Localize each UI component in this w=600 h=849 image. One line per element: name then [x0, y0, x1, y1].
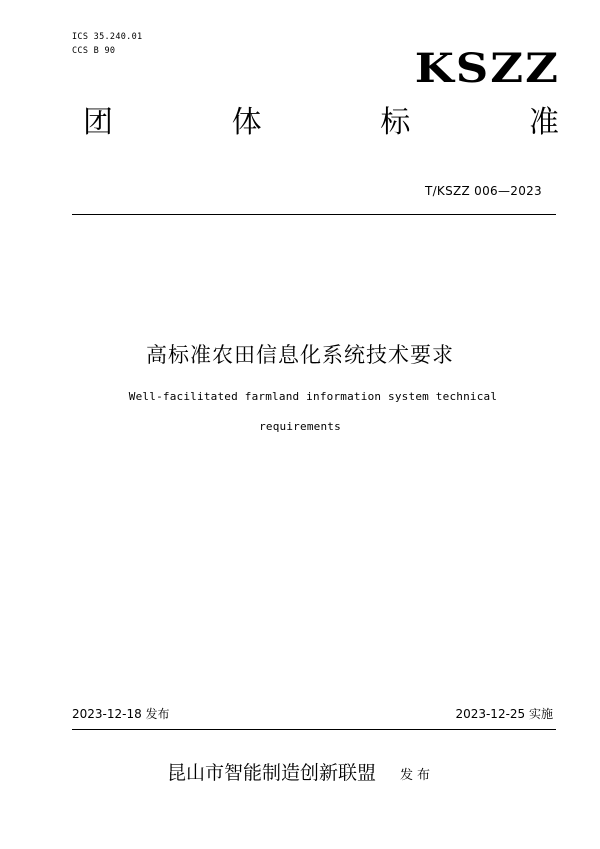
publisher-line	[167, 760, 434, 789]
publisher-name: 昆山市智能制造创新联盟	[167, 762, 377, 784]
title-english-line-1: Well-facilitated farmland information system technical	[128, 390, 498, 403]
standard-type-heading	[83, 105, 559, 141]
organization-logo: KSZZ	[414, 44, 560, 92]
implementation-date: 2023-12-25 实施	[455, 707, 553, 721]
title-chinese: 高标准农田信息化系统技术要求	[146, 343, 454, 367]
standard-type-char: 体	[231, 105, 262, 140]
standard-type-char: 准	[528, 105, 559, 140]
bottom-divider	[72, 729, 556, 730]
standard-number: T/KSZZ 006—2023	[424, 184, 542, 198]
release-date: 2023-12-18 发布	[72, 707, 170, 721]
ics-code: ICS 35.240.01	[72, 32, 143, 42]
ccs-code: CCS B 90	[72, 46, 116, 56]
standard-type-char: 团	[83, 105, 113, 140]
title-english-line-2: requirements	[259, 420, 341, 433]
standard-type-char: 标	[380, 105, 411, 140]
top-divider	[72, 214, 556, 215]
publisher-verb: 发布	[400, 768, 435, 783]
